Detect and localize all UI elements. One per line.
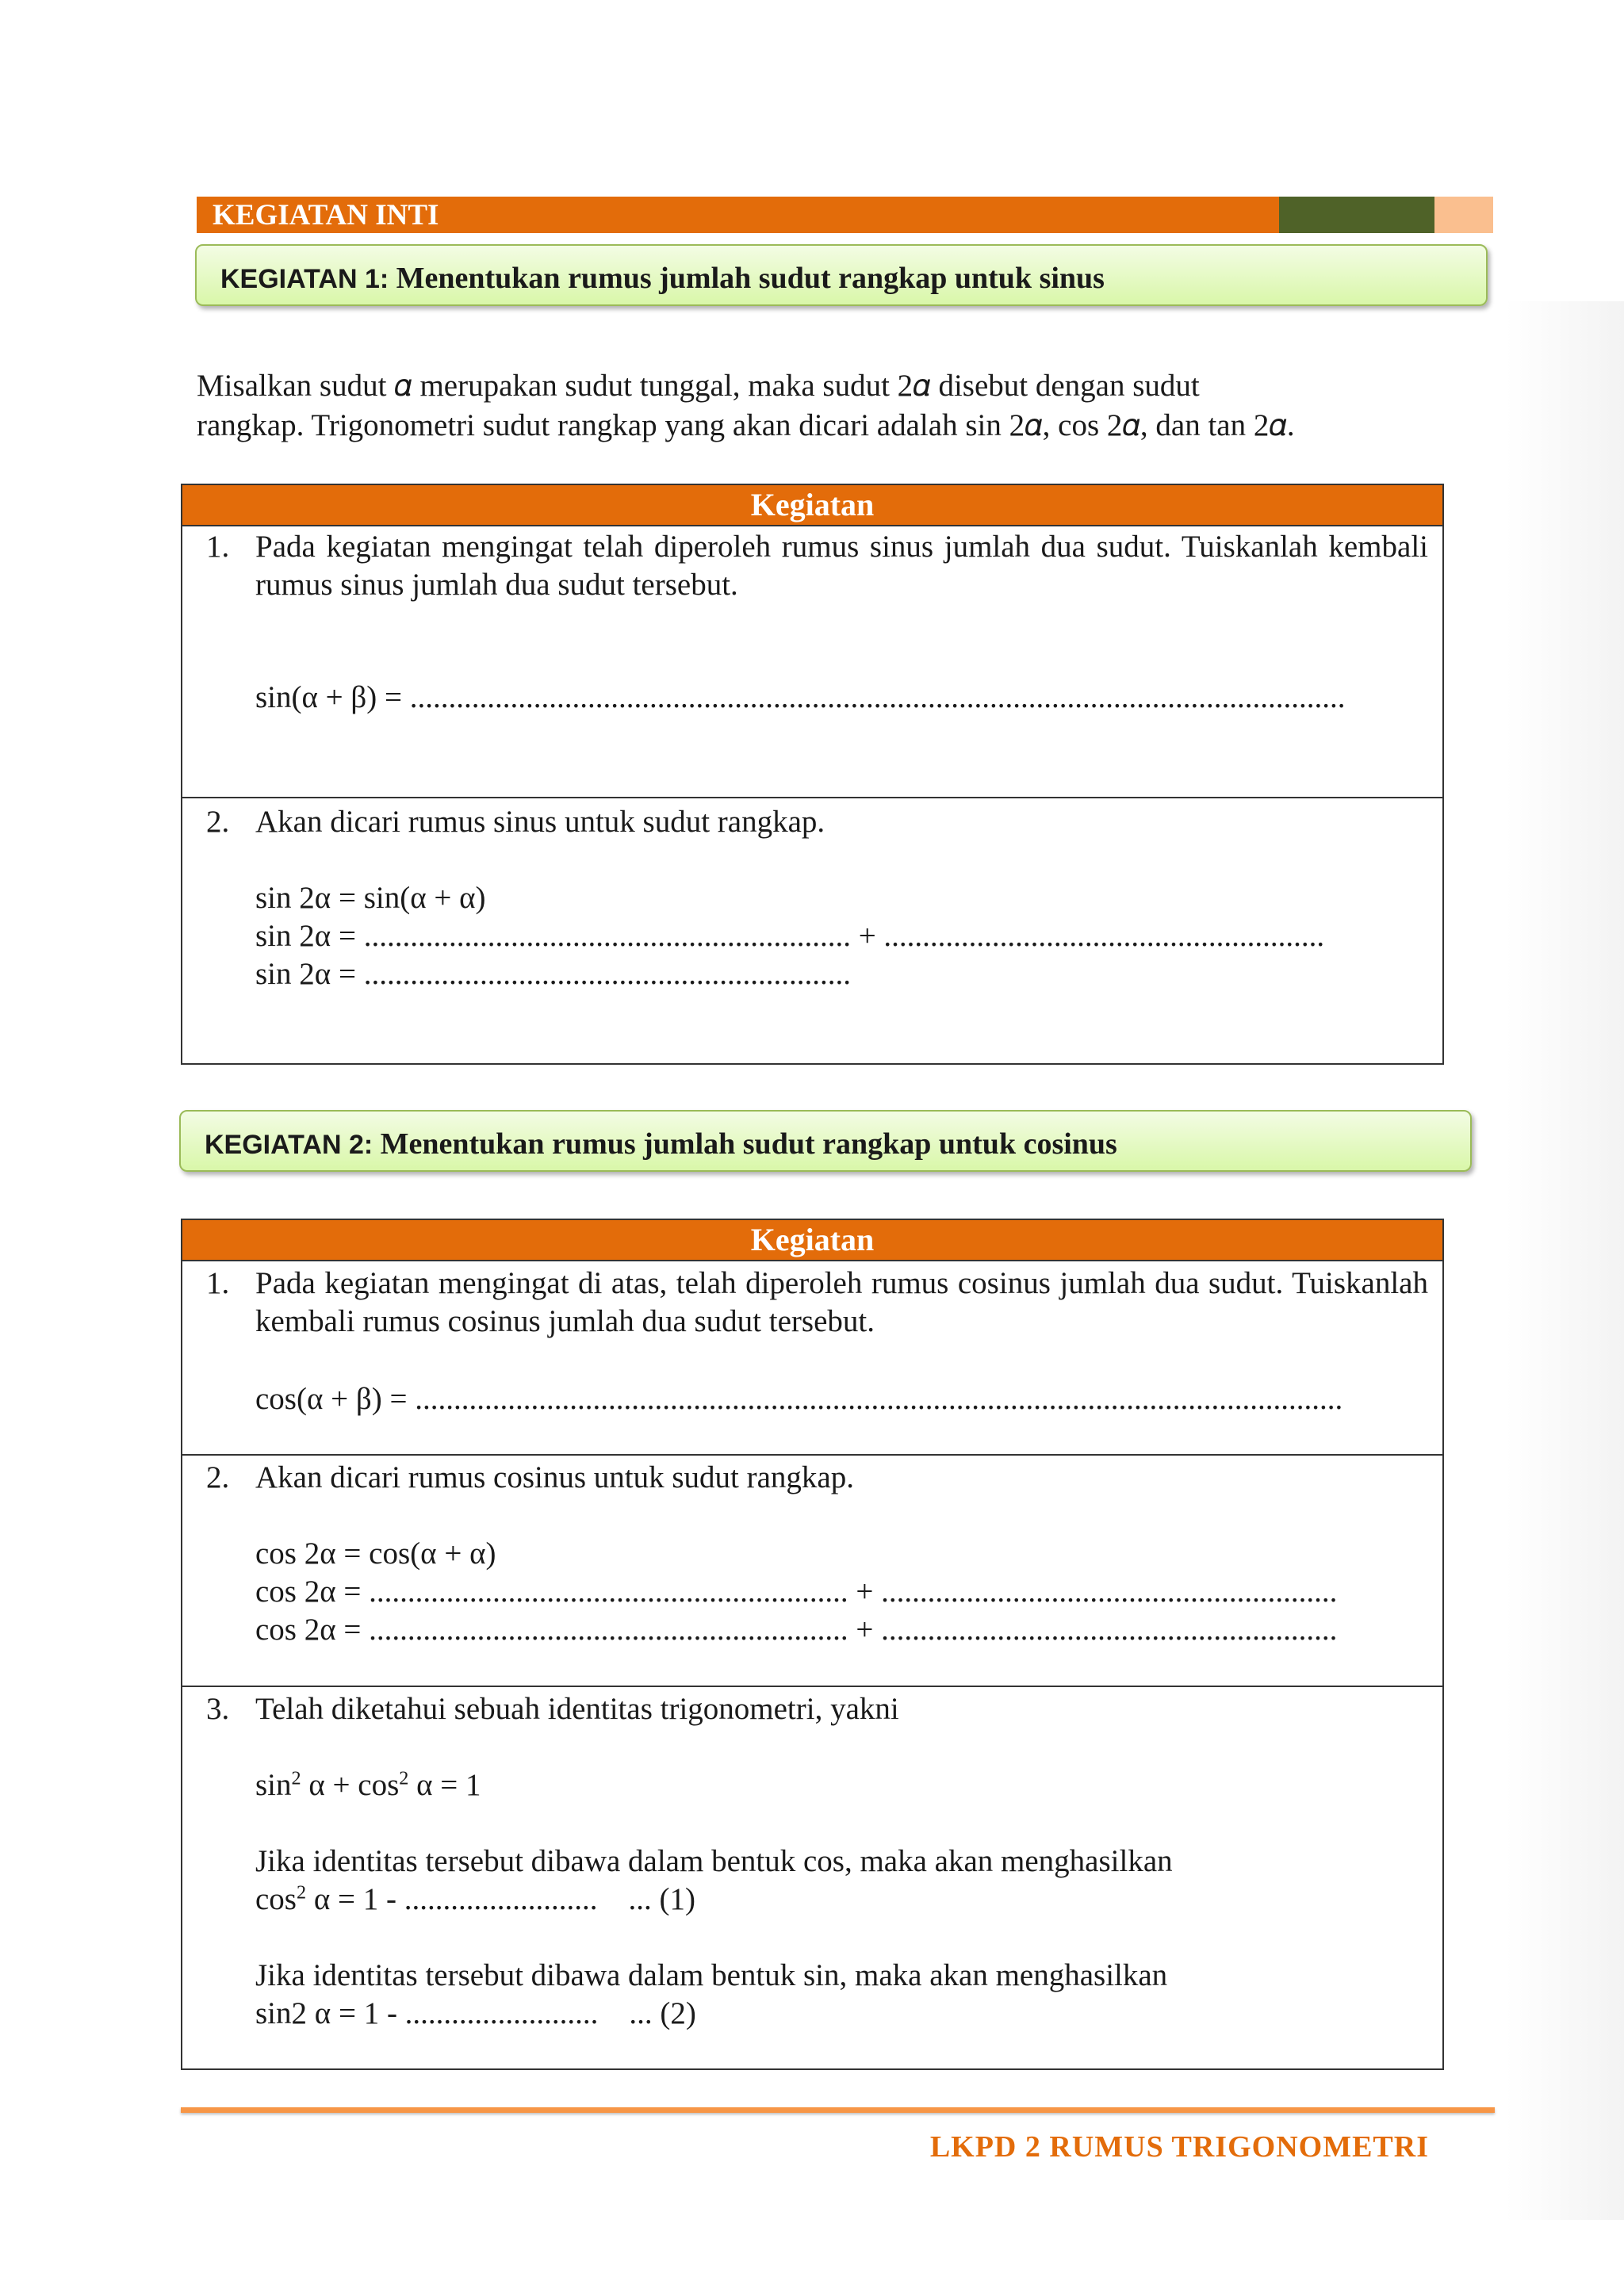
item-text: Akan dicari rumus sinus untuk sudut rangkap. — [255, 805, 825, 839]
identity-exp-1: 2 — [291, 1767, 301, 1789]
kegiatan-2-title — [205, 1127, 1117, 1161]
kegiatan-table-1 — [181, 484, 1444, 1065]
cos-form-exp: 2 — [297, 1881, 307, 1904]
kegiatan-1-label: KEGIATAN 1: — [220, 264, 389, 294]
intro-line-2: rangkap. Trigonometri sudut rangkap yang akan dicari adalah sin 2𝛼, cos 2𝛼, dan tan 2𝛼. — [197, 408, 1295, 442]
item-number: 2. — [206, 805, 230, 839]
formula-line-2: cos 2α = .............................................................. + ........................................................... — [255, 1575, 1338, 1609]
table-2-item-3 — [182, 1686, 1442, 2068]
cos-form-rest: α = 1 - ......................... ... (1) — [306, 1882, 695, 1916]
item-text: Pada kegiatan mengingat di atas, telah diperoleh rumus cosinus jumlah dua sudut. Tuiskanlah kembali rumus cosinus jumlah dua sudut tersebut. — [255, 1266, 1428, 1338]
intro-paragraph — [197, 366, 1430, 446]
kegiatan-2-title-box — [179, 1110, 1472, 1172]
section-header-bar — [197, 197, 1279, 233]
item-text: Telah diketahui sebuah identitas trigonometri, yakni — [255, 1692, 899, 1726]
kegiatan-1-heading: Menentukan rumus jumlah sudut rangkap untuk sinus — [396, 262, 1105, 295]
table-2-item-1 — [182, 1261, 1442, 1454]
header-accent-peach — [1434, 197, 1493, 233]
formula-line-1: sin 2α = sin(α + α) — [255, 881, 486, 915]
page-shadow — [1505, 301, 1624, 2220]
kegiatan-1-title-box — [195, 244, 1488, 306]
formula-line-2: sin 2α = ............................................................... + ......................................................... — [255, 919, 1325, 953]
table-1-item-1 — [182, 526, 1442, 797]
kegiatan-table-2 — [181, 1219, 1444, 2070]
item-number: 2. — [206, 1460, 230, 1494]
sin-form-intro: Jika identitas tersebut dibawa dalam bentuk sin, maka akan menghasilkan — [255, 1958, 1168, 1992]
item-text: Pada kegiatan mengingat telah diperoleh rumus sinus jumlah dua sudut. Tuiskanlah kembali rumus sinus jumlah dua sudut tersebut. — [255, 530, 1428, 602]
formula-blank: cos(α + β) = ........................................................................................................................ — [255, 1382, 1343, 1416]
cos-form-intro: Jika identitas tersebut dibawa dalam bentuk cos, maka akan menghasilkan — [255, 1844, 1173, 1878]
kegiatan-2-label: KEGIATAN 2: — [205, 1130, 373, 1160]
formula-blank: sin(α + β) = ......................................................................................................................... — [255, 680, 1346, 714]
kegiatan-2-heading: Menentukan rumus jumlah sudut rangkap untuk cosinus — [380, 1127, 1117, 1161]
section-header-title: KEGIATAN INTI — [213, 199, 439, 232]
formula-line-1: cos 2α = cos(α + α) — [255, 1536, 496, 1571]
header-accent-olive — [1279, 197, 1434, 233]
item-number: 1. — [206, 1266, 230, 1300]
cos-form-pre: cos — [255, 1882, 297, 1916]
item-text: Akan dicari rumus cosinus untuk sudut rangkap. — [255, 1460, 854, 1494]
sin-form-blank: sin2 α = 1 - ......................... ... (2) — [255, 1996, 696, 2030]
footer-title: LKPD 2 RUMUS TRIGONOMETRI — [929, 2130, 1429, 2164]
table-2-item-2 — [182, 1454, 1442, 1686]
formula-line-3: sin 2α = ............................................................... — [255, 957, 851, 991]
identity-exp-2: 2 — [399, 1767, 409, 1789]
cos-form-blank — [255, 1881, 695, 1919]
table-1-header: Kegiatan — [182, 485, 1442, 526]
table-1-item-2 — [182, 797, 1442, 1065]
identity-mid: α + cos — [301, 1768, 400, 1802]
identity-sin: sin — [255, 1768, 292, 1802]
footer-divider — [181, 2107, 1495, 2113]
table-2-header: Kegiatan — [182, 1220, 1442, 1261]
formula-line-3: cos 2α = .............................................................. + ........................................................... — [255, 1613, 1338, 1647]
identity-end: α = 1 — [408, 1768, 481, 1802]
item-number: 1. — [206, 530, 230, 564]
kegiatan-1-title — [220, 261, 1105, 296]
item-number: 3. — [206, 1692, 230, 1726]
intro-line-1: Misalkan sudut 𝛼 merupakan sudut tunggal, maka sudut 2𝛼 disebut dengan sudut — [197, 369, 1200, 403]
identity-formula — [255, 1766, 481, 1804]
